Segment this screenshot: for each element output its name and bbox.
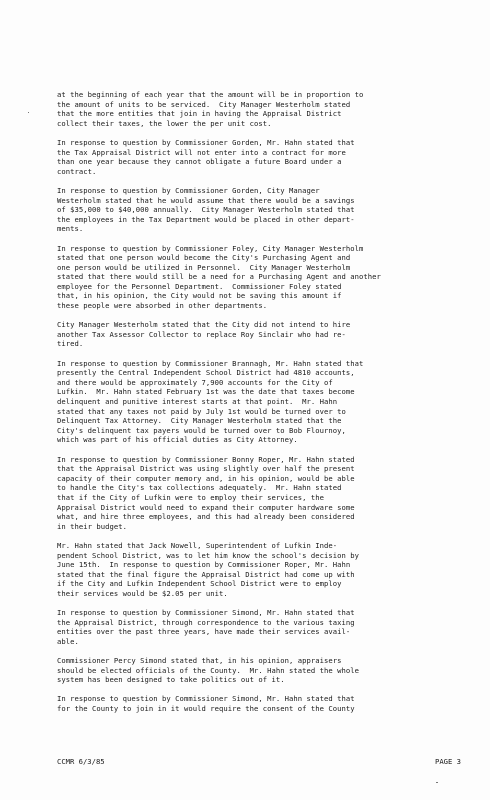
paragraph-line: Westerholm stated that he would assume that there would be a savings [57,195,355,205]
body-paragraph [57,244,461,311]
paragraph-line: what, and hire three employees, and this had already been considered [57,512,355,522]
paragraph-line: Lufkin. Mr. Hahn stated February 1st was the date that taxes become [57,387,355,397]
scan-speck [28,112,29,113]
paragraph-line: the amount of units to be serviced. City Manager Westerholm stated [57,99,351,109]
paragraph-line: Mr. Hahn stated that Jack Nowell, Superintendent of Lufkin Inde- [57,540,338,550]
body-paragraph [57,138,461,176]
paragraph-line: to handle the City's tax collections adequately. Mr. Hahn stated [57,483,342,493]
paragraph-line: than one year because they cannot obligate a future Board under a [57,157,342,167]
paragraph-line: if the City and Lufkin Independent School District were to employ [57,579,342,589]
paragraph-line: In response to question by Commissioner Gorden, Mr. Hahn stated that [57,137,355,147]
scan-speck [436,782,438,783]
document-body [57,90,461,723]
paragraph-line: tired. [57,339,84,349]
paragraph-line: that the more entities that join in having the Appraisal District [57,109,342,119]
paragraph-line: Delinquent Tax Attorney. City Manager Westerholm stated that the [57,416,342,426]
paragraph-line: contract. [57,166,97,176]
paragraph-line: the employees in the Tax Department would be placed in other depart- [57,214,355,224]
paragraph-line: the Appraisal District, through correspondence to the various taxing [57,617,355,627]
paragraph-line: employee for the Personnel Department. Commissioner Foley stated [57,281,342,291]
paragraph-line: presently the Central Independent School District had 4810 accounts, [57,368,355,378]
paragraph-line: City's delinquent tax payers would be turned over to Bob Flournoy, [57,425,346,435]
paragraph-line: pendent School District, was to let him know the school's decision by [57,550,360,560]
paragraph-line: In response to question by Commissioner Gorden, City Manager [57,185,320,195]
paragraph-line: their services would be $2.05 per unit. [57,588,228,598]
body-paragraph [57,320,461,349]
body-paragraph [57,541,461,599]
paragraph-line: In response to question by Commissioner Simond, Mr. Hahn stated that [57,608,355,618]
footer-page-number: PAGE 3 [435,757,461,766]
body-paragraph [57,186,461,234]
body-paragraph [57,359,461,445]
paragraph-line: ments. [57,224,84,234]
footer-minutes-date: CCMR 6/3/85 [57,757,105,766]
paragraph-line: which was part of his official duties as City Attorney. [57,435,298,445]
paragraph-line: stated that there would still be a need for a Purchasing Agent and another [57,272,381,282]
body-paragraph [57,608,461,646]
paragraph-line: In response to question by Commissioner Bonny Roper, Mr. Hahn stated [57,454,355,464]
paragraph-line: entities over the past three years, have made their services avail- [57,627,351,637]
paragraph-line: Appraisal District would need to expand their computer hardware some [57,502,355,512]
paragraph-line: Commissioner Percy Simond stated that, in his opinion, appraisers [57,656,342,666]
paragraph-line: City Manager Westerholm stated that the City did not intend to hire [57,320,351,330]
body-paragraph [57,90,461,128]
paragraph-line: able. [57,636,79,646]
paragraph-line: and there would be approximately 7,900 accounts for the City of [57,377,333,387]
paragraph-line: another Tax Assessor Collector to replace Roy Sinclair who had re- [57,329,346,339]
paragraph-line: that if the City of Lufkin were to employ their services, the [57,492,325,502]
paragraph-line: system has been designed to take politics out of it. [57,675,285,685]
paragraph-line: for the County to join in it would require the consent of the County [57,704,355,713]
body-paragraph [57,656,461,685]
paragraph-line: collect their taxes, the lower the per unit cost. [57,118,272,128]
paragraph-line: should be elected officials of the County. Mr. Hahn stated the whole [57,665,360,675]
paragraph-line: June 15th. In response to question by Commissioner Roper, Mr. Hahn [57,560,351,570]
paragraph-line: that the Appraisal District was using slightly over half the present [57,464,355,474]
paragraph-line: capacity of their computer memory and, in his opinion, would be able [57,473,355,483]
paragraph-line: in their budget. [57,521,128,531]
paragraph-line: stated that any taxes not paid by July 1st would be turned over to [57,406,346,416]
paragraph-line: at the beginning of each year that the amount will be in proportion to [57,90,364,99]
paragraph-line: In response to question by Commissioner Brannagh, Mr. Hahn stated that [57,358,364,368]
body-paragraph [57,694,461,713]
paragraph-line: the Tax Appraisal District will not enter into a contract for more [57,147,346,157]
paragraph-line: In response to question by Commissioner Simond, Mr. Hahn stated that [57,694,355,704]
paragraph-line: In response to question by Commissioner Foley, City Manager Westerholm [57,243,364,253]
paragraph-line: that, in his opinion, the City would not be saving this amount if [57,291,342,301]
paragraph-line: stated that one person would become the City's Purchasing Agent and [57,253,351,263]
paragraph-line: these people were absorbed in other departments. [57,301,268,311]
paragraph-line: stated that the final figure the Appraisal District had come up with [57,569,355,579]
paragraph-line: of $35,000 to $40,000 annually. City Manager Westerholm stated that [57,205,355,215]
body-paragraph [57,455,461,532]
paragraph-line: one person would be utilized in Personnel. City Manager Westerholm [57,262,351,272]
paragraph-line: delinquent and punitive interest starts at that point. Mr. Hahn [57,397,338,406]
